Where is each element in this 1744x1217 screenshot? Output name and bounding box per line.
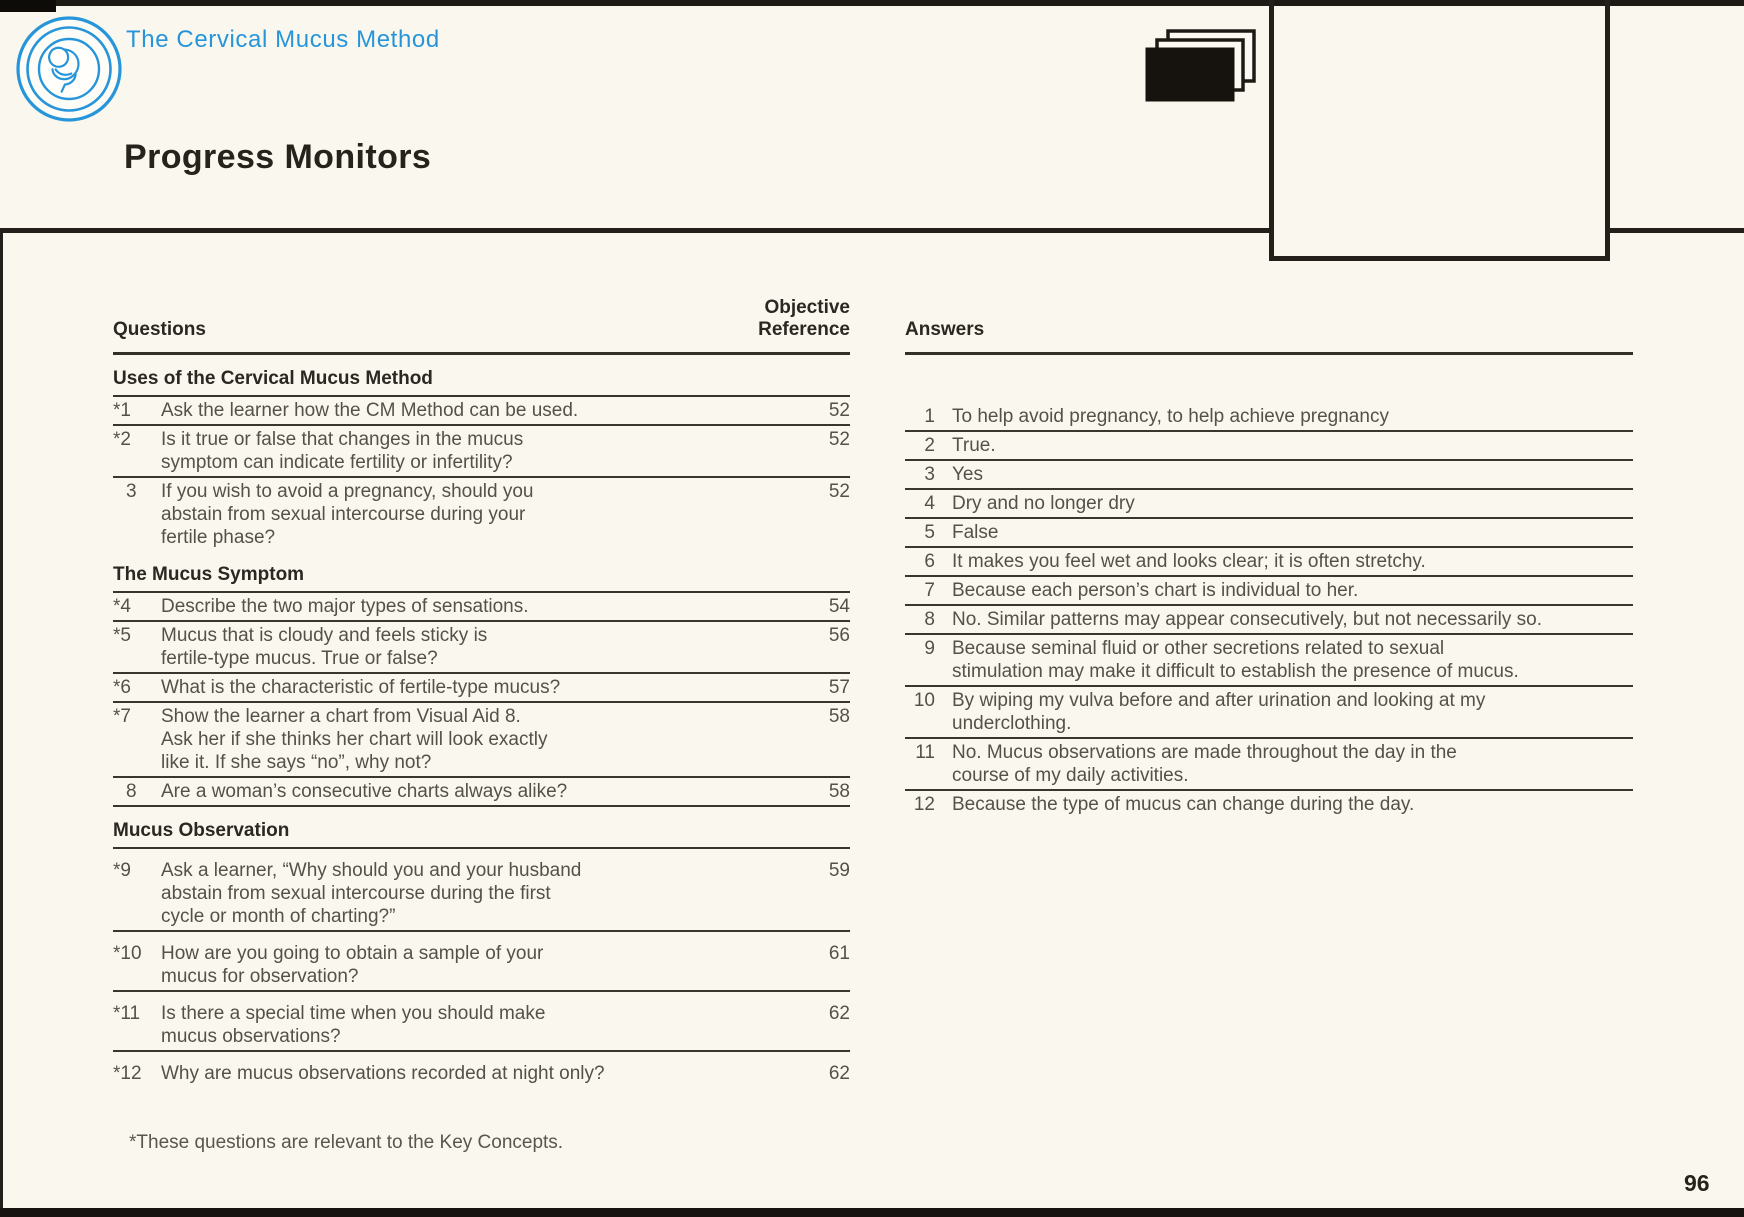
- answer-row: [905, 432, 1633, 461]
- left-edge-line: [0, 228, 3, 1217]
- question-text: Why are mucus observations recorded at night only?: [161, 1063, 605, 1084]
- question-row: [113, 478, 850, 551]
- answer-text: It makes you feel wet and looks clear; it is often stretchy.: [952, 551, 1426, 572]
- section-heading: [113, 368, 850, 397]
- question-row: [113, 622, 850, 674]
- question-row: [113, 1052, 850, 1087]
- answer-number: 3: [924, 464, 935, 485]
- questions-table-header: [113, 293, 850, 355]
- answer-row: [905, 739, 1633, 791]
- answer-row: [905, 403, 1633, 432]
- bottom-edge-bar: [0, 1208, 1744, 1217]
- answer-row: [905, 577, 1633, 606]
- question-text: Ask a learner, “Why should you and your husband abstain from sexual intercourse during the first cycle or month of charting?”: [161, 860, 582, 927]
- question-ref: 56: [828, 625, 850, 646]
- answer-row: [905, 490, 1633, 519]
- answer-number: 2: [924, 435, 935, 456]
- answer-number: 12: [913, 794, 935, 815]
- answer-text: False: [952, 522, 999, 543]
- questions-column-label: Questions: [113, 319, 206, 340]
- answer-text: Because each person’s chart is individual to her.: [952, 580, 1359, 601]
- question-ref: 62: [828, 1063, 850, 1084]
- answer-text: To help avoid pregnancy, to help achieve pregnancy: [952, 406, 1389, 427]
- answer-number: 1: [924, 406, 935, 427]
- question-text: How are you going to obtain a sample of your mucus for observation?: [161, 943, 544, 987]
- concentric-circles-baby-logo-icon: [14, 14, 124, 129]
- answer-text: No. Similar patterns may appear consecutively, but not necessarily so.: [952, 609, 1542, 630]
- answer-number: 9: [924, 638, 935, 659]
- section-heading-label: Mucus Observation: [113, 820, 290, 841]
- answer-text: By wiping my vulva before and after urination and looking at my underclothing.: [952, 690, 1486, 734]
- answer-number: 10: [913, 690, 935, 711]
- page-number: 96: [1684, 1170, 1710, 1196]
- question-row: [113, 593, 850, 622]
- answers-column-label: Answers: [905, 319, 985, 340]
- question-number: *6: [113, 677, 131, 698]
- question-number: *12: [113, 1063, 142, 1084]
- question-text: Is it true or false that changes in the mucus symptom can indicate fertility or infertility?: [161, 429, 524, 473]
- top-left-corner-mark: [0, 0, 56, 12]
- questions-table: [113, 293, 850, 1087]
- answer-row: [905, 687, 1633, 739]
- question-text: Describe the two major types of sensations.: [161, 596, 529, 617]
- question-ref: 54: [828, 596, 850, 617]
- question-row: [113, 778, 850, 807]
- answer-text: Because the type of mucus can change during the day.: [952, 794, 1415, 815]
- question-ref: 58: [828, 781, 850, 802]
- answer-number: 6: [924, 551, 935, 572]
- question-row: [113, 426, 850, 478]
- brand-title: The Cervical Mucus Method: [126, 26, 440, 53]
- question-ref: 52: [828, 400, 850, 421]
- question-text: What is the characteristic of fertile-type mucus?: [161, 677, 561, 698]
- question-text: Show the learner a chart from Visual Aid 8. Ask her if she thinks her chart will look exactly like it. If she says “no”, why not?: [161, 706, 548, 773]
- question-row: [113, 849, 850, 932]
- answer-text: Dry and no longer dry: [952, 493, 1135, 514]
- question-number: 8: [126, 781, 137, 802]
- answer-number: 8: [924, 609, 935, 630]
- question-row: [113, 674, 850, 703]
- header-divider-line-right: [1608, 228, 1744, 233]
- question-text: Is there a special time when you should make mucus observations?: [161, 1003, 546, 1047]
- question-number: 3: [126, 481, 137, 502]
- question-ref: 52: [828, 429, 850, 450]
- answer-text: No. Mucus observations are made throughout the day in the course of my daily activities.: [952, 742, 1457, 786]
- question-number: *11: [113, 1003, 141, 1024]
- question-ref: 62: [828, 1003, 850, 1024]
- answer-row: [905, 791, 1633, 818]
- question-ref: 61: [828, 943, 850, 964]
- answer-row: [905, 548, 1633, 577]
- question-number: *5: [113, 625, 131, 646]
- question-ref: 58: [828, 706, 850, 727]
- questions-rows: [113, 368, 850, 1087]
- question-number: *1: [113, 400, 131, 421]
- question-number: *7: [113, 706, 131, 727]
- question-ref: 57: [828, 677, 850, 698]
- answers-table-header: [905, 293, 1633, 355]
- question-ref: 52: [828, 481, 850, 502]
- question-text: Mucus that is cloudy and feels sticky is fertile-type mucus. True or false?: [161, 625, 488, 669]
- ref-header-line2: Reference: [758, 319, 850, 340]
- answers-table: [905, 293, 1633, 818]
- answer-row: [905, 606, 1633, 635]
- question-text: If you wish to avoid a pregnancy, should you abstain from sexual intercourse during your fertile phase?: [161, 481, 534, 548]
- corner-tab-box: [1269, 0, 1610, 261]
- section-heading: [113, 564, 850, 593]
- question-row: [113, 397, 850, 426]
- question-ref: 59: [828, 860, 850, 881]
- answers-rows: [905, 403, 1633, 818]
- question-text: Ask the learner how the CM Method can be used.: [161, 400, 579, 421]
- answer-row: [905, 519, 1633, 548]
- answer-text: Yes: [952, 464, 983, 485]
- question-number: *4: [113, 596, 131, 617]
- page-title: Progress Monitors: [124, 138, 432, 176]
- section-heading: [113, 820, 850, 849]
- answer-row: [905, 461, 1633, 490]
- question-row: [113, 932, 850, 992]
- question-text: Are a woman’s consecutive charts always alike?: [161, 781, 568, 802]
- question-number: *2: [113, 429, 131, 450]
- ref-header-line1: Objective: [764, 297, 850, 318]
- header-divider-line-left: [0, 228, 1271, 233]
- stacked-pages-icon: [1145, 29, 1257, 107]
- answer-number: 4: [924, 493, 935, 514]
- question-row: [113, 992, 850, 1052]
- answer-row: [905, 635, 1633, 687]
- section-heading-label: Uses of the Cervical Mucus Method: [113, 368, 433, 389]
- footnote: *These questions are relevant to the Key Concepts.: [129, 1132, 564, 1153]
- question-number: *9: [113, 860, 131, 881]
- answer-number: 11: [915, 742, 935, 763]
- question-row: [113, 703, 850, 778]
- answer-number: 7: [924, 580, 935, 601]
- answer-text: True.: [952, 435, 996, 456]
- section-heading-label: The Mucus Symptom: [113, 564, 305, 585]
- answer-text: Because seminal fluid or other secretions related to sexual stimulation may make it difficult to establish the presence of mucus.: [952, 638, 1519, 682]
- objective-reference-column-label: [758, 297, 850, 341]
- question-number: *10: [113, 943, 142, 964]
- answer-number: 5: [924, 522, 935, 543]
